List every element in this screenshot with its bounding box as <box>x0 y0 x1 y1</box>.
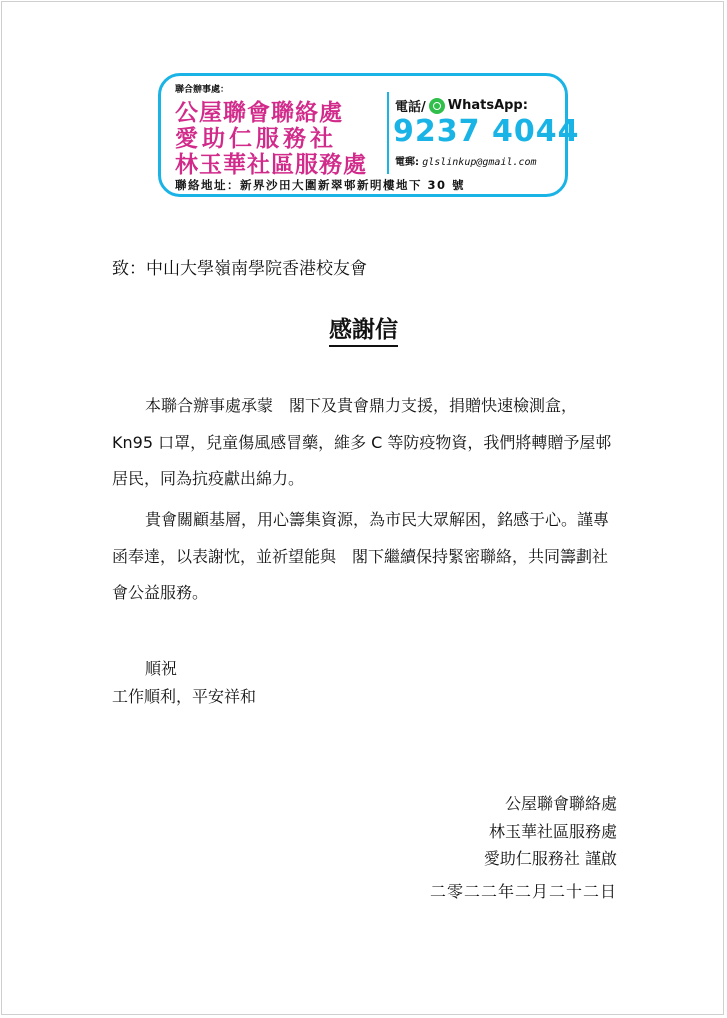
contact-label <box>395 96 528 115</box>
email-address: glslinkup@gmail.com <box>422 157 537 168</box>
whatsapp-label: WhatsApp: <box>447 98 528 113</box>
paragraph-2-text: 貴會關顧基層，用心籌集資源，為市民大眾解困，銘感于心。謹專函奉達，以表謝忱，並祈望能與 閣下繼續保持緊密聯絡，共同籌劃社會公益服務。 <box>112 510 610 602</box>
signature-line-3: 愛助仁服務社 謹啟 <box>483 849 617 868</box>
letter-title-container <box>0 311 727 344</box>
closing-line-2: 工作順利，平安祥和 <box>112 687 257 706</box>
org-name-1: 公屋聯會聯絡處 <box>175 100 343 126</box>
letter-date: 二零二二年二月二十二日 <box>429 882 617 901</box>
tel-label: 電話/ <box>395 100 426 115</box>
letterhead <box>158 73 580 197</box>
signature-line-2: 林玉華社區服務處 <box>488 822 617 841</box>
paragraph-2 <box>112 502 617 612</box>
closing-line-1: 順祝 <box>145 659 178 678</box>
email-line <box>395 153 537 168</box>
email-label: 電郵: <box>395 157 419 168</box>
office-label: 聯合辦事處： <box>175 85 230 95</box>
whatsapp-icon <box>429 98 445 114</box>
org-name-3: 林玉華社區服務處 <box>175 152 367 178</box>
address: 聯絡地址：新界沙田大圍新翠邨新明樓地下 30 號 <box>175 178 466 192</box>
phone-number: 9237 4044 <box>393 114 580 149</box>
recipient: 致：中山大學嶺南學院香港校友會 <box>112 259 367 279</box>
org-name-2: 愛助仁服務社 <box>175 126 337 152</box>
letterhead-divider <box>387 92 389 174</box>
signature-line-1: 公屋聯會聯絡處 <box>504 794 617 813</box>
paragraph-1 <box>112 388 617 498</box>
letter-title: 感謝信 <box>329 317 398 347</box>
paragraph-1-text: 本聯合辦事處承蒙 閣下及貴會鼎力支援，捐贈快速檢測盒，Kn95 口罩，兒童傷風感冒藥，維多 C 等防疫物資，我們將轉贈予屋邨居民，同為抗疫獻出綿力。 <box>112 396 612 488</box>
